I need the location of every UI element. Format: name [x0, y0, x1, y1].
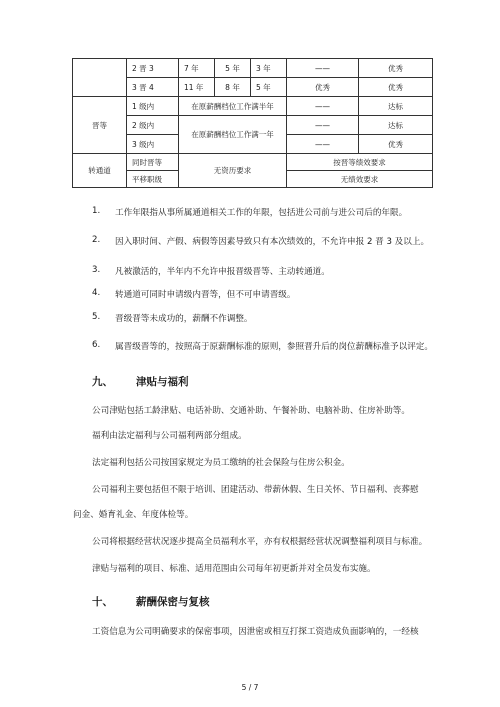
table-cell: 优秀: [359, 59, 433, 78]
table-cell: 1 级内: [127, 97, 179, 116]
table-cell: 2 级内: [127, 116, 179, 135]
table-cell: ——: [287, 135, 359, 154]
paragraph: 公司将根据经营状况逐步提高全员福利水平，亦有权根据经营状况调整福利项目与标准。: [92, 537, 428, 547]
paragraph: 公司福利主要包括但不限于培训、团建活动、带薪休假、生日关怀、节日福利、丧葬慰: [92, 485, 419, 495]
table-cell: 3 级内: [127, 135, 179, 154]
section-number: 九、: [92, 376, 113, 388]
paragraph: 问金、婚育礼金、年度体检等。: [73, 510, 194, 520]
table-cell: 5 年: [251, 78, 287, 97]
note-text: 工作年限指从事所属通道相关工作的年限，包括进公司前与进公司后的年限。: [115, 208, 408, 218]
table-cell: 晋等: [73, 97, 127, 154]
paragraph: 工资信息为公司明确要求的保密事项，因泄密或相互打探工资造成负面影响的，一经核: [92, 627, 419, 637]
note-text: 属晋级晋等的，按照高于原薪酬标准的原则，参照晋升后的岗位薪酬标准予以评定。: [115, 342, 433, 352]
section-title: 薪酬保密与复核: [136, 596, 210, 608]
table-cell: 7 年: [179, 59, 215, 78]
table-cell: [73, 59, 127, 97]
table-cell: 达标: [359, 97, 433, 116]
paragraph: 福利由法定福利与公司福利两部分组成。: [92, 431, 247, 441]
section-title: 津贴与福利: [136, 376, 189, 388]
table-cell: 3 晋 4: [127, 78, 179, 97]
table-cell: 3 年: [251, 59, 287, 78]
paragraph: 法定福利包括公司按国家规定为员工缴纳的社会保险与住房公积金。: [92, 458, 350, 468]
table-cell: 无绩效要求: [287, 171, 433, 188]
table-cell: 平移职级: [127, 171, 179, 188]
note-text: 转通道可同时申请级内晋等，但不可申请晋级。: [115, 290, 296, 300]
table-row: [73, 78, 433, 97]
note-number: 4.: [92, 288, 101, 298]
note-number: 1.: [92, 206, 101, 216]
table-cell: 同时晋等: [127, 154, 179, 171]
paragraph: 津贴与福利的项目、标准、适用范围由公司每年初更新并对全员发布实施。: [92, 564, 376, 574]
note-text: 晋级晋等未成功的，薪酬不作调整。: [115, 314, 253, 324]
table-cell: 在原薪酬档位工作满半年: [179, 97, 287, 116]
note-number: 2.: [92, 235, 101, 245]
table-cell: 5 年: [215, 59, 251, 78]
note-number: 6.: [92, 340, 101, 350]
table-row: [73, 59, 433, 78]
table-cell: ——: [287, 116, 359, 135]
note-text: 凡被激活的，半年内不允许申报晋级晋等、主动转通道。: [115, 267, 330, 277]
table-cell: 8 年: [215, 78, 251, 97]
promotion-table: [72, 58, 433, 188]
table-row: [73, 97, 433, 116]
paragraph: 公司津贴包括工龄津贴、电话补助、交通补助、午餐补助、电脑补助、住房补助等。: [92, 406, 410, 416]
table-row: [73, 154, 433, 171]
table-cell: 达标: [359, 116, 433, 135]
table-cell: 优秀: [359, 135, 433, 154]
table-cell: 按晋等绩效要求: [287, 154, 433, 171]
note-number: 3.: [92, 265, 101, 275]
note-number: 5.: [92, 312, 101, 322]
table-cell: 11 年: [179, 78, 215, 97]
table-cell: ——: [287, 97, 359, 116]
table-cell: 优秀: [359, 78, 433, 97]
table-cell: 无资历要求: [179, 154, 287, 188]
note-text: 因入职时间、产假、病假等因素导致只有本次绩效的，不允许申报 2 晋 3 及以上。: [115, 237, 430, 247]
section-number: 十、: [92, 596, 113, 608]
page-number: 5 / 7: [241, 683, 259, 692]
table-cell: ——: [287, 59, 359, 78]
table-row: [73, 116, 433, 135]
table-cell: 在原薪酬档位工作满一年: [179, 116, 287, 154]
table-cell: 转通道: [73, 154, 127, 188]
table-cell: 2 晋 3: [127, 59, 179, 78]
table-cell: 优秀: [287, 78, 359, 97]
